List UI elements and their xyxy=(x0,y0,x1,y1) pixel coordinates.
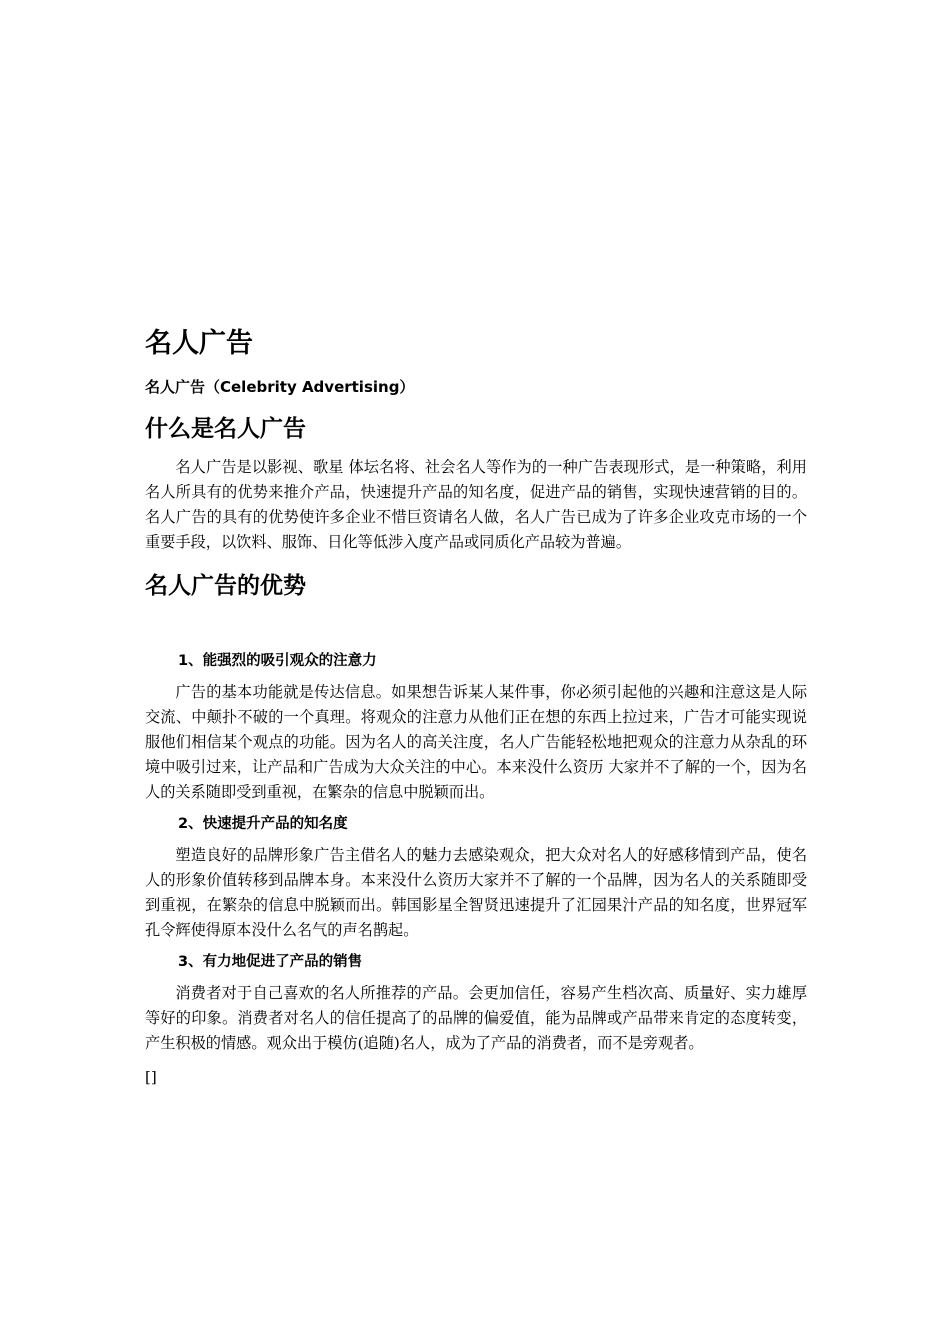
advantage-heading-2: 2、快速提升产品的知名度 xyxy=(178,816,348,832)
page-subtitle: 名人广告（Celebrity Advertising） xyxy=(145,378,415,396)
section-heading-what-is: 什么是名人广告 xyxy=(145,416,306,442)
page-title: 名人广告 xyxy=(145,328,253,359)
section-heading-advantages: 名人广告的优势 xyxy=(145,573,306,599)
advantage-paragraph-1: 广告的基本功能就是传达信息。如果想告诉某人某件事，你必须引起他的兴趣和注意这是人际交流、中颠扑不破的一个真理。将观众的注意力从他们正在想的东西上拉过来，广告才可能实现说服他们相信某个观点的功能。因为名人的高关注度，名人广告能轻松地把观众的注意力从杂乱的环境中吸引过来，让产品和广告成为大众关注的中心。本来没什么资历 大家并不了解的一个，因为名人的关系随即受到重视，在繁杂的信息中脱颖而出。 xyxy=(145,683,807,801)
advantage-heading-1: 1、能强烈的吸引观众的注意力 xyxy=(178,653,377,669)
footer-mark: [] xyxy=(145,1068,157,1086)
advantage-paragraph-2: 塑造良好的品牌形象广告主借名人的魅力去感染观众，把大众对名人的好感移情到产品，使名人的形象价值转移到品牌本身。本来没什么资历大家并不了解的一个品牌，因为名人的关系随即受到重视，在繁杂的信息中脱颖而出。韩国影星全智贤迅速提升了汇园果汁产品的知名度，世界冠军孔令辉使得原本没什么名气的声名鹊起。 xyxy=(145,846,807,939)
section-paragraph-what-is: 名人广告是以影视、歌星 体坛名将、社会名人等作为的一种广告表现形式，是一种策略，利用名人所具有的优势来推介产品，快速提升产品的知名度，促进产品的销售，实现快速营销的目的。名人广告的具有的优势使许多企业不惜巨资请名人做，名人广告已成为了许多企业攻克市场的一个重要手段，以饮料、服饰、日化等低涉入度产品或同质化产品较为普遍。 xyxy=(145,458,807,551)
document-page xyxy=(145,324,807,1088)
advantage-heading-3: 3、有力地促进了产品的销售 xyxy=(178,954,363,970)
advantage-paragraph-3: 消费者对于自己喜欢的名人所推荐的产品。会更加信任，容易产生档次高、质量好、实力雄厚等好的印象。消费者对名人的信任提高了的品牌的偏爱值，能为品牌或产品带来肯定的态度转变，产生积极的情感。观众出于模仿(追随)名人，成为了产品的消费者，而不是旁观者。 xyxy=(145,984,807,1052)
